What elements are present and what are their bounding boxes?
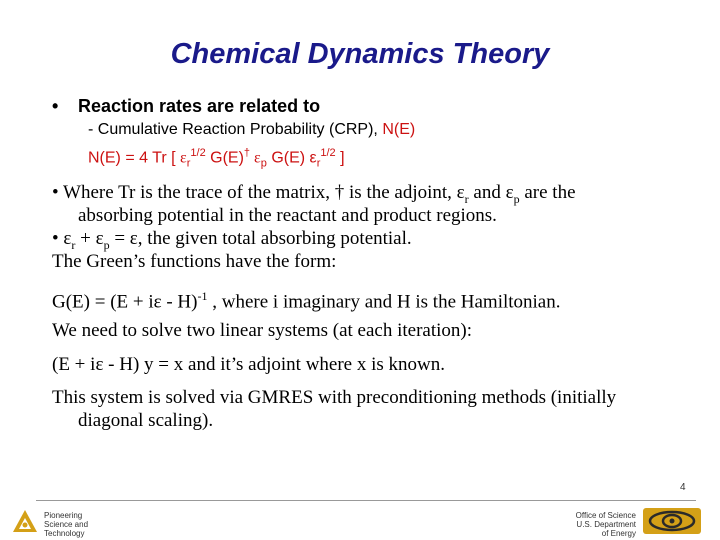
doe-logo-icon — [642, 506, 702, 536]
p2-start: • ε — [52, 228, 72, 249]
formula-close: ] — [335, 149, 345, 167]
footer-right-text — [560, 511, 636, 538]
crp-formula — [88, 147, 345, 170]
paragraph-gmres: This system is solved via GMRES with preconditioning methods (initially — [52, 387, 617, 408]
formula-dagger: † — [243, 147, 251, 159]
crp-symbol: N(E) — [382, 121, 416, 138]
p2-sub-p: p — [103, 237, 110, 252]
p1-mid: and ε — [468, 182, 514, 203]
p4-sup: -1 — [197, 289, 208, 303]
footer-right-line: of Energy — [601, 529, 636, 538]
paragraph-g-formula — [52, 285, 561, 313]
paragraph-gmres-cont: diagonal scaling). — [78, 410, 214, 431]
formula-eps-r: ε — [180, 149, 187, 167]
page-number: 4 — [680, 482, 686, 493]
formula-sup-half: 1/2 — [190, 147, 206, 159]
p2-mid: + ε — [75, 228, 104, 249]
p4-end: , where i imaginary and H is the Hamiltonian. — [207, 291, 561, 313]
p1-sub-p: p — [513, 191, 520, 206]
footer-right-line: U.S. Department — [576, 520, 636, 529]
p1-sub-r: r — [464, 191, 469, 206]
footer-left-line: Pioneering — [44, 511, 83, 520]
footer-left-line: Technology — [44, 529, 85, 538]
formula-lhs: N(E) = 4 Tr [ — [88, 149, 181, 167]
slide-title: Chemical Dynamics Theory — [170, 38, 550, 70]
p2-end: = ε, the given total absorbing potential. — [109, 228, 412, 249]
p4-eps: ε — [153, 291, 162, 313]
footer-left-line: Science and — [44, 520, 89, 529]
paragraph-tr-cont: absorbing potential in the reactant and product regions. — [78, 205, 497, 226]
p1-end: are the — [519, 182, 576, 203]
sub-item-crp-text: - Cumulative Reaction Probability (CRP), — [88, 121, 383, 138]
formula-g2: G(E) ε — [266, 149, 317, 167]
paragraph-system-eq — [52, 353, 445, 376]
p6-end: - H) y = x and it’s adjoint where x is known. — [103, 354, 446, 375]
paragraph-greens: The Green’s functions have the form: — [52, 251, 337, 272]
p6-eps: ε — [95, 354, 104, 375]
formula-sup-half2: 1/2 — [320, 147, 336, 159]
bullet-main-text: Reaction rates are related to — [78, 96, 321, 116]
formula-sub-p: p — [260, 157, 267, 170]
ornl-logo-icon — [10, 506, 40, 536]
p2-sub-r: r — [71, 237, 76, 252]
footer-divider — [36, 500, 696, 501]
p6-start: (E + i — [52, 354, 96, 375]
formula-sub-r2: r — [316, 157, 321, 170]
formula-eps-p: ε — [250, 149, 261, 167]
bullet-dot: • — [52, 96, 59, 116]
p4-start: G(E) = (E + i — [52, 291, 154, 313]
sub-item-crp — [88, 121, 415, 139]
footer-right-line: Office of Science — [575, 511, 636, 520]
footer-left-text — [44, 511, 88, 538]
formula-g: G(E) — [205, 149, 244, 167]
p1-text: • Where Tr is the trace of the matrix, † is the adjoint, ε — [52, 182, 465, 203]
p4-mid: - H) — [161, 291, 198, 313]
formula-sub-r: r — [186, 157, 191, 170]
paragraph-linear-systems: We need to solve two linear systems (at each iteration): — [52, 320, 473, 341]
bullet-main — [52, 96, 320, 117]
